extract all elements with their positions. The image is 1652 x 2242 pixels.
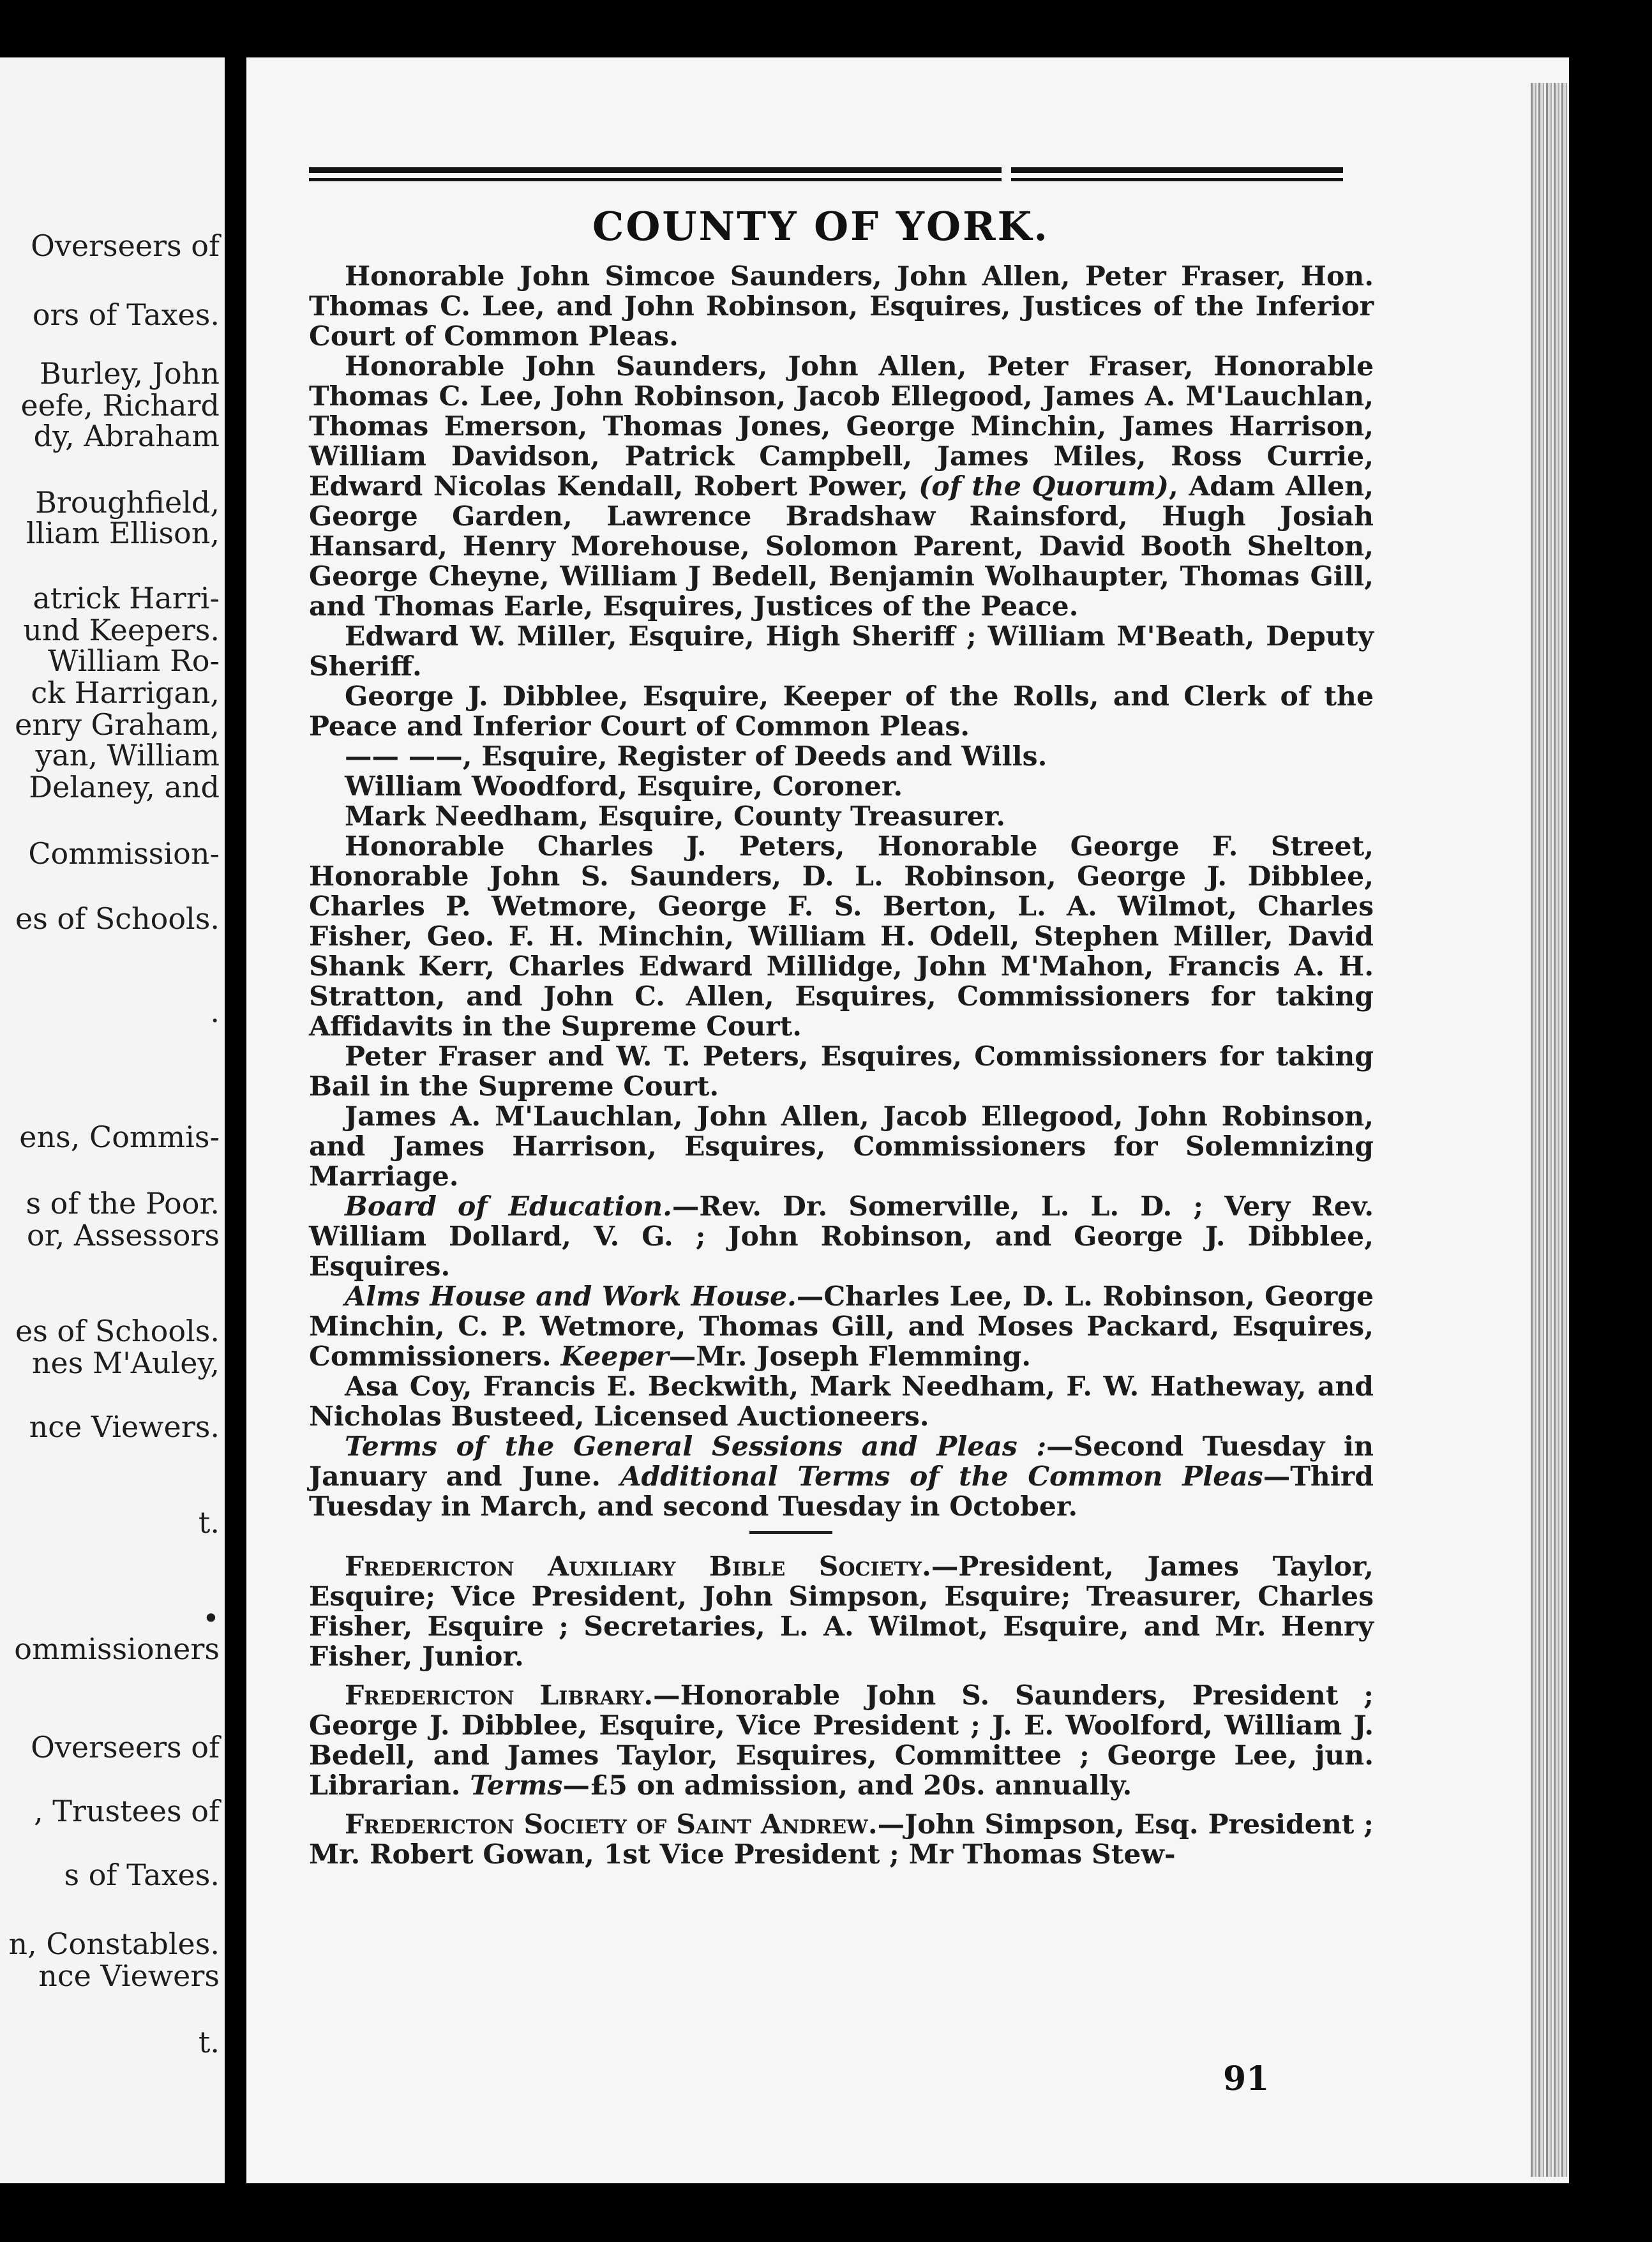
section-label: Alms House and Work House.	[345, 1281, 797, 1313]
paragraph	[309, 1552, 1374, 1672]
left-line: nes M'Auley,	[31, 1346, 220, 1380]
paragraph: Honorable Charles J. Peters, Honorable George F. Street, Honorable John S. Saunders, D. L. Robinson, George J. Dibblee, Charles P. Wetmore, George F. S. Berton, L. A. Wilmot, Charles Fisher, Geo. F. H. Minchin, William H. Odell, Stephen Miller, David Shank Kerr, Charles Edward Millidge, John M'Mahon, Francis A. H. Stratton, and John C. Allen, Esquires, Commissioners for taking Affidavits in the Supreme Court.	[309, 831, 1374, 1042]
keeper-label: Keeper	[560, 1341, 669, 1373]
page-heading: COUNTY OF YORK.	[592, 203, 1049, 250]
paragraph	[309, 352, 1374, 622]
left-line: William Ro-	[48, 643, 220, 678]
section-divider	[749, 1531, 832, 1534]
paragraph: William Woodford, Esquire, Coroner.	[345, 771, 903, 802]
page-edges	[1531, 83, 1569, 2177]
society-name: Fredericton Society of Saint Andrew.	[345, 1809, 878, 1840]
paragraph: Honorable John Simcoe Saunders, John Allen, Peter Fraser, Hon. Thomas C. Lee, and John Robinson, Esquires, Justices of the Inferior Court of Common Pleas.	[309, 260, 1374, 352]
left-line: s of the Poor.	[26, 1186, 220, 1221]
paragraph	[309, 1681, 1374, 1801]
left-line: nce Viewers.	[29, 1410, 220, 1444]
left-line: nce Viewers	[38, 1959, 220, 1993]
left-line: es of Schools.	[15, 901, 220, 936]
left-line: s of Taxes.	[64, 1858, 220, 1892]
left-line: eefe, Richard	[20, 388, 220, 423]
left-line: ors of Taxes.	[32, 297, 220, 332]
left-line: t.	[198, 1505, 220, 1540]
text-run: —Charles Lee, D. L. Robinson, George Minchin, C. P. Wetmore, Thomas Gill, and Moses Packard, Esquires, Commissioners.	[309, 1281, 1374, 1373]
section-label: Terms of the General Sessions and Pleas :	[345, 1431, 1047, 1463]
paragraph: Edward W. Miller, Esquire, High Sheriff ; William M'Beath, Deputy Sheriff.	[309, 621, 1374, 682]
text-run: —Honorable John S. Saunders, President ; George J. Dibblee, Esquire, Vice President ; J. E. Woolford, William J. Bedell, and James Taylor, Esquires, Committee ; George Lee, jun. Librarian.	[309, 1680, 1374, 1802]
society-name: Fredericton Library.	[345, 1680, 654, 1712]
text-run: , Adam Allen, George Garden, Lawrence Bradshaw Rainsford, Hugh Josiah Hansard, Henry Morehouse, Solomon Parent, David Booth Shelton, George Cheyne, William J Bedell, Benjamin Wolhaupter, Thomas Gill, and Thomas Earle, Esquires, Justices of the Peace.	[309, 470, 1374, 622]
paragraph	[309, 1282, 1374, 1372]
left-line: ck Harrigan,	[31, 675, 220, 710]
left-line: es of Schools.	[15, 1314, 220, 1348]
left-line: ens, Commis-	[19, 1120, 220, 1154]
terms-label: Terms	[470, 1770, 563, 1802]
text-run: —Third Tuesday in March, and second Tuesday in October.	[309, 1461, 1374, 1523]
text-run: —Second Tuesday in January and June.	[309, 1431, 1374, 1493]
left-line: •	[202, 1601, 220, 1636]
left-line: , Trustees of	[33, 1794, 220, 1828]
text-run: Honorable John Saunders, John Allen, Peter Fraser, Honorable Thomas C. Lee, John Robinson, Jacob Ellegood, James A. M'Lauchlan, Thomas Emerson, Thomas Jones, George Minchin, James Harrison, William Davidson, Patrick Campbell, James Miles, Ross Currie, Edward Nicolas Kendall, Robert Power,	[309, 350, 1374, 502]
paragraph: George J. Dibblee, Esquire, Keeper of the Rolls, and Clerk of the Peace and Inferior Court of Common Pleas.	[309, 681, 1374, 742]
left-line: und Keepers.	[23, 613, 220, 647]
text-run: —£5 on admission, and 20s. annually.	[562, 1770, 1132, 1802]
left-line: t.	[198, 2025, 220, 2059]
text-run: —John Simpson, Esq. President ; Mr. Robert Gowan, 1st Vice President ; Mr Thomas Stew-	[309, 1809, 1374, 1870]
paragraph: —— ——, Esquire, Register of Deeds and Wills.	[345, 741, 1048, 772]
left-line: lliam Ellison,	[26, 516, 220, 550]
paragraph: Asa Coy, Francis E. Beckwith, Mark Needham, F. W. Hatheway, and Nicholas Busteed, Licensed Auctioneers.	[309, 1371, 1374, 1433]
paragraph	[309, 1810, 1374, 1870]
text-run: —Mr. Joseph Flemming.	[668, 1341, 1032, 1373]
text-run: —Rev. Dr. Somerville, L. L. D. ; Very Rev. William Dollard, V. G. ; John Robinson, and George J. Dibblee, Esquires.	[309, 1191, 1374, 1283]
left-line: Delaney, and	[29, 770, 220, 804]
left-line: Commission-	[28, 836, 220, 871]
text-run: —President, James Taylor, Esquire; Vice President, John Simpson, Esquire; Treasurer, Charles Fisher, Esquire ; Secretaries, L. A. Wilmot, Esquire, and Mr. Henry Fisher, Junior.	[309, 1551, 1374, 1673]
paragraph: Peter Fraser and W. T. Peters, Esquires, Commissioners for taking Bail in the Supreme Court.	[309, 1041, 1374, 1102]
left-line: ommissioners	[14, 1632, 220, 1666]
section-label: Additional Terms of the Common Pleas	[620, 1461, 1263, 1493]
paragraph: James A. M'Lauchlan, John Allen, Jacob Ellegood, John Robinson, and James Harrison, Esquires, Commissioners for Solemnizing Marriage.	[309, 1101, 1374, 1192]
left-page-fragment	[0, 57, 225, 2183]
left-line: Broughfield,	[35, 485, 220, 520]
body-text	[309, 262, 1374, 1870]
left-line: atrick Harri-	[33, 581, 220, 615]
header-rule	[309, 167, 1343, 183]
left-line: Burley, John	[40, 356, 220, 391]
page-number: 91	[1223, 2059, 1270, 2098]
left-line: Overseers of	[31, 229, 220, 263]
left-line: n, Constables.	[8, 1927, 220, 1961]
main-page	[246, 57, 1569, 2183]
left-line: or, Assessors	[26, 1218, 220, 1253]
paragraph: Mark Needham, Esquire, County Treasurer.	[345, 801, 1006, 832]
left-line: dy, Abraham	[33, 419, 220, 453]
left-line: Overseers of	[31, 1730, 220, 1764]
section-label: Board of Education.	[345, 1191, 672, 1223]
left-line: enry Graham,	[15, 707, 220, 742]
header-rule-right	[1011, 167, 1343, 181]
header-rule-left	[309, 167, 1002, 181]
paragraph	[309, 1192, 1374, 1282]
left-line: yan, William	[35, 738, 220, 772]
paragraph	[309, 1432, 1374, 1522]
society-name: Fredericton Auxiliary Bible Society.	[345, 1551, 931, 1583]
page-gutter	[225, 0, 246, 2242]
quorum-note: (of the Quorum)	[919, 470, 1169, 502]
left-line: .	[210, 995, 220, 1029]
